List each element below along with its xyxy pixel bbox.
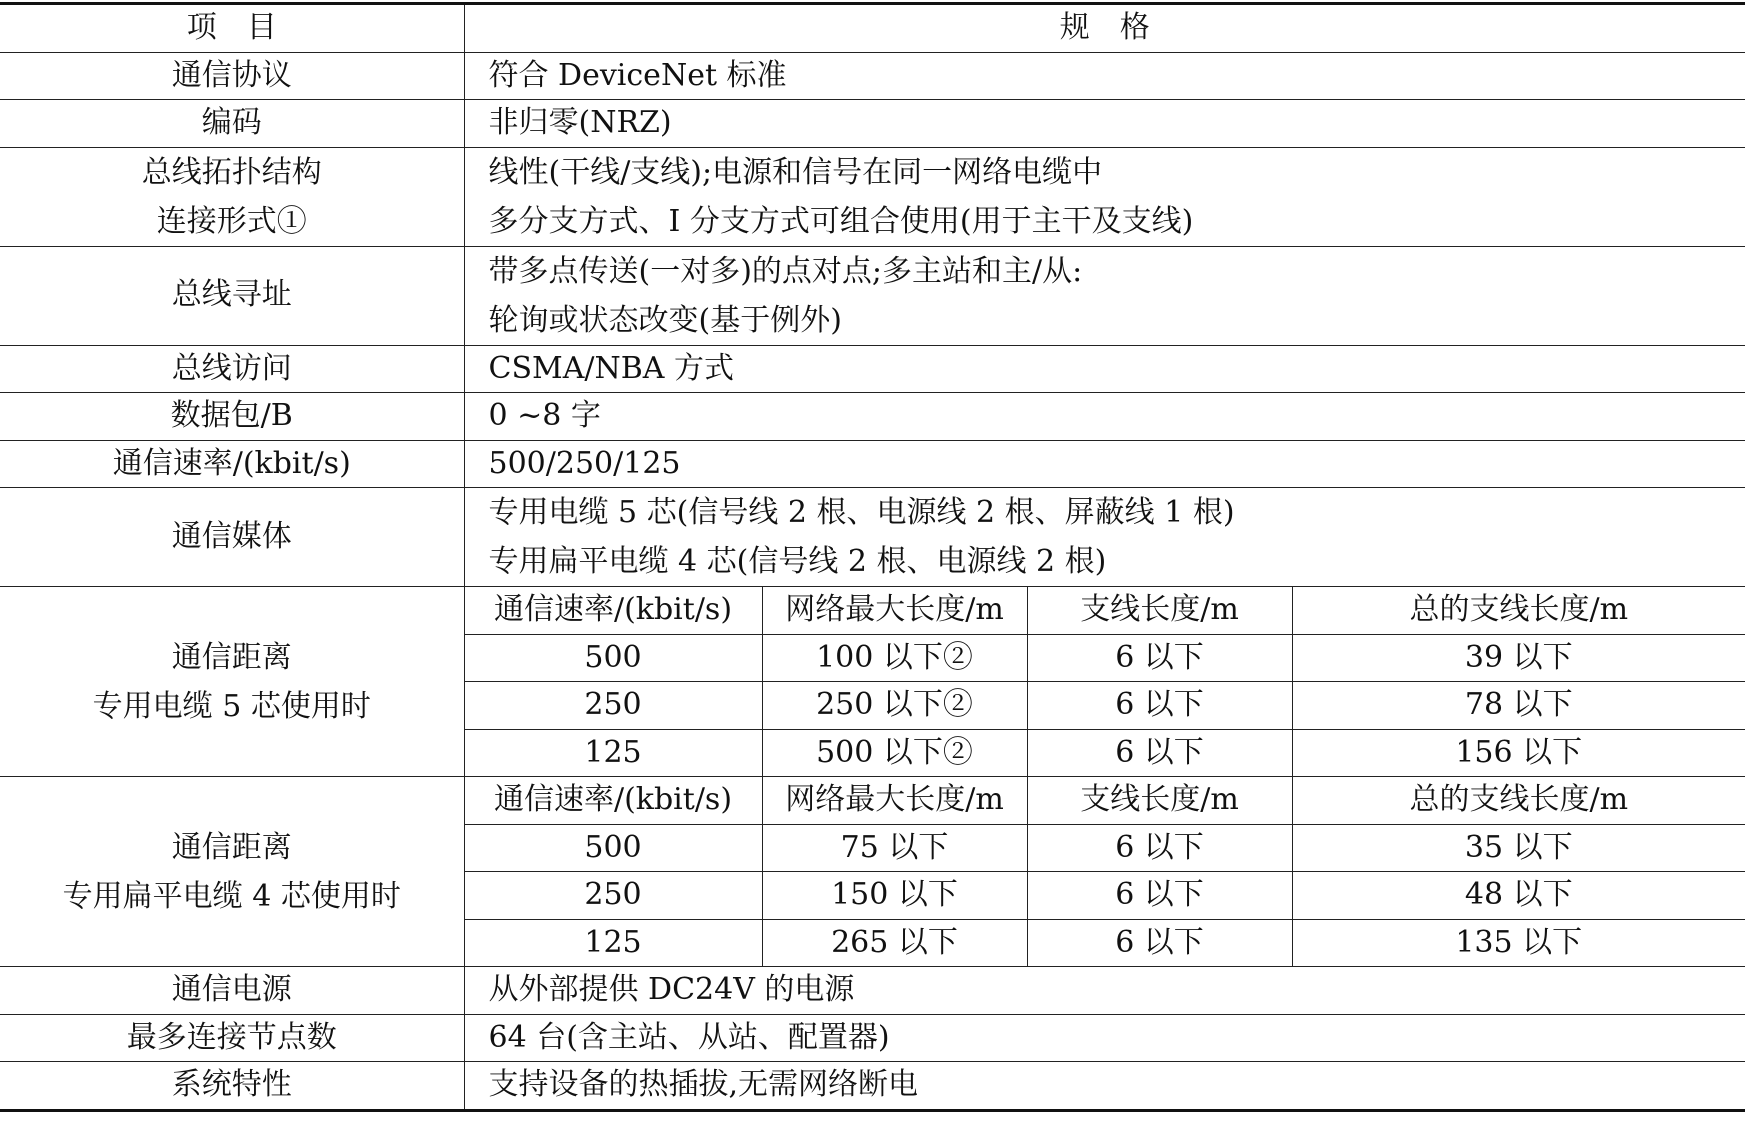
- column-header: 支线长度/m: [1027, 777, 1292, 825]
- table-row: [0, 393, 1745, 441]
- table-row: [0, 1062, 1745, 1111]
- topology-spec-line: 多分支方式、I 分支方式可组合使用(用于主干及支线): [488, 203, 1194, 239]
- header-row: [0, 4, 1745, 53]
- table-cell: 39 以下: [1292, 634, 1745, 682]
- table-row: [0, 1014, 1745, 1062]
- table-row: [0, 147, 1745, 246]
- media-item: 通信媒体: [0, 488, 464, 587]
- encoding-spec: 非归零(NRZ): [464, 100, 1745, 148]
- table-row: [0, 52, 1745, 100]
- table-cell: 250: [464, 872, 762, 920]
- table-cell: 100 以下②: [762, 634, 1027, 682]
- table-cell: 250 以下②: [762, 682, 1027, 730]
- table-cell: 250: [464, 682, 762, 730]
- table-cell: 6 以下: [1027, 682, 1292, 730]
- column-header: 网络最大长度/m: [762, 777, 1027, 825]
- nodes-spec: 64 台(含主站、从站、配置器): [464, 1014, 1745, 1062]
- table-cell: 75 以下: [762, 824, 1027, 872]
- table-cell: 500 以下②: [762, 729, 1027, 777]
- table-cell: 125: [464, 729, 762, 777]
- table-row: [0, 246, 1745, 345]
- access-item: 总线访问: [0, 345, 464, 393]
- table-cell: 78 以下: [1292, 682, 1745, 730]
- feature-spec: 支持设备的热插拔,无需网络断电: [464, 1062, 1745, 1111]
- rate-spec: 500/250/125: [464, 440, 1745, 488]
- header-spec: 规 格: [464, 4, 1745, 53]
- media-spec: [464, 488, 1745, 587]
- addressing-spec: [464, 246, 1745, 345]
- topology-item-line: 总线拓扑结构: [141, 154, 322, 190]
- table-row: [0, 488, 1745, 587]
- column-header: 支线长度/m: [1027, 587, 1292, 635]
- topology-spec-line: 线性(干线/支线);电源和信号在同一网络电缆中: [488, 154, 1103, 190]
- table-cell: 150 以下: [762, 872, 1027, 920]
- table-cell: 6 以下: [1027, 824, 1292, 872]
- protocol-item: 通信协议: [0, 52, 464, 100]
- access-spec: CSMA/NBA 方式: [464, 345, 1745, 393]
- media-spec-line: 专用扁平电缆 4 芯(信号线 2 根、电源线 2 根): [488, 544, 1107, 579]
- table-cell: 48 以下: [1292, 872, 1745, 920]
- topology-spec: [464, 147, 1745, 246]
- table-cell: 500: [464, 634, 762, 682]
- devicenet-spec-table: [0, 2, 1745, 1112]
- distance-5core-item-line: 专用电缆 5 芯使用时: [92, 688, 371, 724]
- power-spec: 从外部提供 DC24V 的电源: [464, 967, 1745, 1015]
- table-cell: 35 以下: [1292, 824, 1745, 872]
- table-row: [0, 100, 1745, 148]
- table-cell: 6 以下: [1027, 729, 1292, 777]
- table-row: [0, 967, 1745, 1015]
- feature-item: 系统特性: [0, 1062, 464, 1111]
- protocol-spec: 符合 DeviceNet 标准: [464, 52, 1745, 100]
- nodes-item: 最多连接节点数: [0, 1014, 464, 1062]
- distance-4core-item: [0, 777, 464, 967]
- distance-4core-item-line: 专用扁平电缆 4 芯使用时: [62, 878, 401, 914]
- header-item: 项 目: [0, 4, 464, 53]
- rate-item: 通信速率/(kbit/s): [0, 440, 464, 488]
- column-header: 总的支线长度/m: [1292, 777, 1745, 825]
- topology-item: [0, 147, 464, 246]
- table-cell: 500: [464, 824, 762, 872]
- power-item: 通信电源: [0, 967, 464, 1015]
- column-header: 通信速率/(kbit/s): [464, 587, 762, 635]
- addressing-item: 总线寻址: [0, 246, 464, 345]
- table-cell: 6 以下: [1027, 634, 1292, 682]
- table-cell: 135 以下: [1292, 919, 1745, 967]
- distance-4core-item-line: 通信距离: [171, 829, 292, 865]
- distance-5core-header-row: [0, 587, 1745, 635]
- encoding-item: 编码: [0, 100, 464, 148]
- column-header: 通信速率/(kbit/s): [464, 777, 762, 825]
- media-spec-line: 专用电缆 5 芯(信号线 2 根、电源线 2 根、屏蔽线 1 根): [488, 495, 1235, 530]
- packet-item: 数据包/B: [0, 393, 464, 441]
- distance-5core-item-line: 通信距离: [171, 639, 292, 675]
- distance-5core-item: [0, 587, 464, 777]
- table-cell: 6 以下: [1027, 872, 1292, 920]
- table-cell: 156 以下: [1292, 729, 1745, 777]
- topology-item-line: 连接形式①: [156, 203, 307, 239]
- table-cell: 265 以下: [762, 919, 1027, 967]
- addressing-spec-line: 带多点传送(一对多)的点对点;多主站和主/从:: [488, 253, 1083, 289]
- table-cell: 125: [464, 919, 762, 967]
- table-cell: 6 以下: [1027, 919, 1292, 967]
- distance-4core-header-row: [0, 777, 1745, 825]
- column-header: 总的支线长度/m: [1292, 587, 1745, 635]
- column-header: 网络最大长度/m: [762, 587, 1027, 635]
- addressing-spec-line: 轮询或状态改变(基于例外): [488, 302, 842, 338]
- table-row: [0, 345, 1745, 393]
- table-row: [0, 440, 1745, 488]
- packet-spec: 0 ~8 字: [464, 393, 1745, 441]
